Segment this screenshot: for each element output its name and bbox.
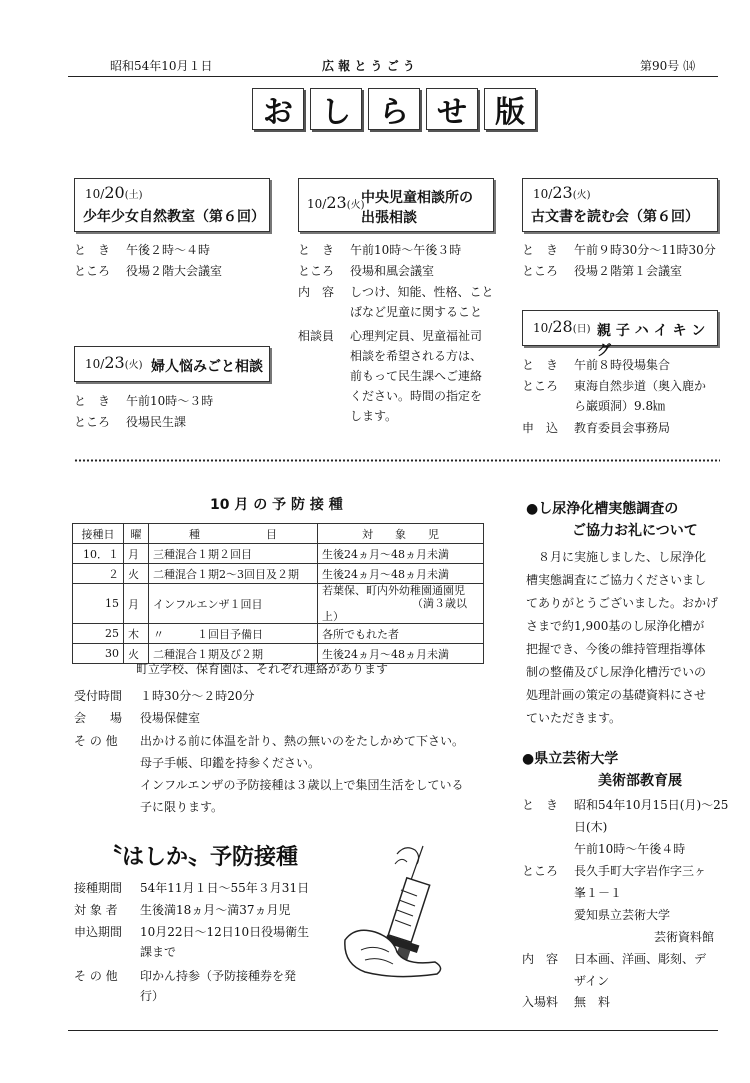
cell: 15 [73,584,124,624]
value: 長久手町大字岩作字三ヶ [574,864,707,878]
text-line: 制の整備及びし尿浄化槽汚でいの [526,665,707,679]
value: します。 [350,409,398,423]
value: ばなど児童に関すること [350,305,483,319]
text-line: てありがとうございました。おかげ [526,596,719,610]
value: 心理判定員、児童福祉司 [350,329,483,343]
cell: 二種混合１期及び２期 [149,644,318,664]
event-date: 10/20(土) [85,183,143,202]
label: と き [74,243,111,257]
art-title: ●県立芸術大学 [522,751,619,767]
value: 相談を希望される方は、 [350,349,483,363]
label: と き [74,394,111,408]
value: 午前10時～午後３時 [350,243,462,257]
value: 芸術資料館 [654,930,715,944]
banner-char: お [252,88,304,130]
label: ところ [522,264,559,278]
label: 会 場 [74,711,123,725]
event-title: 親 子 ハ イ キ ン グ [597,323,706,359]
event-hiking-box [522,310,718,359]
banner-char: 版 [484,88,536,130]
value: １時30分～２時20分 [140,689,255,703]
table-row [73,564,484,584]
banner-char: ら [368,88,420,130]
label: と き [298,243,335,257]
event-title: 婦人悩みごと相談 [151,359,263,375]
value: 日(木) [574,820,608,834]
event-date: 10/23(火) [307,193,365,212]
value: 役場和風会議室 [350,264,435,278]
table-row [73,624,484,644]
text-line: 処理計画の策定の基礎資料にさせ [526,688,707,702]
value: 出かける前に体温を計り、熱の無いのをたしかめて下さい。 [140,734,465,748]
cell: 30 [73,644,124,664]
cell: 25 [73,624,124,644]
label: 申込期間 [74,925,123,939]
event-title: 出張相談 [361,210,417,226]
event-nature-box [74,178,270,232]
value: 役場保健室 [140,711,201,725]
issue-number: 第90号 ⒁ [640,59,696,73]
section-divider [74,459,720,462]
cell: 生後24ヵ月～48ヵ月未満 [318,544,484,564]
label: 対 象 者 [74,903,118,917]
col-header: 接種日 [73,524,124,544]
label: 申 込 [522,421,559,435]
value: 役場２階第１会議室 [574,264,683,278]
cell: 10．１ [73,544,124,564]
value: 午後２時～４時 [126,243,211,257]
label: ところ [298,264,335,278]
label: そ の 他 [74,734,118,748]
cell: 三種混合１期２回目 [149,544,318,564]
value: 役場民生課 [126,415,187,429]
value: 課まで [140,945,177,959]
value: 前もって民生課へご連絡 [350,369,483,383]
cell: 月 [124,584,149,624]
value: 行） [140,989,165,1003]
value: 54年11月１日～55年３月31日 [140,881,310,895]
cell: 若葉保、町内外幼稚園通園児 [322,584,465,597]
value: ください。時間の指定を [350,389,483,403]
vaccine-table [72,523,484,664]
vaccine-note: 町立学校、保育園は、それぞれ連絡があります [136,662,389,676]
text-line: ていただきます。 [526,711,622,725]
cell: 火 [124,644,149,664]
value: しつけ、知能、性格、こと [350,285,494,299]
septic-title: ●し尿浄化槽実態調査の [526,501,679,517]
cell: 二種混合１期2～3回目及２期 [149,564,318,584]
label: そ の 他 [74,969,118,983]
hashika-title: 〝はしか〟予防接種 [100,845,299,870]
value: 午前10時～午後４時 [574,842,686,856]
value: 母子手帳、印鑑を持参ください。 [140,756,321,770]
value: 無 料 [574,995,611,1009]
value: 生後満18ヵ月～満37ヵ月児 [140,903,291,917]
paper-title: 広 報 と う ご う [322,59,415,73]
footer-rule [68,1030,718,1031]
label: 相談員 [298,329,335,343]
label: 入場料 [522,995,559,1009]
label: ところ [74,264,111,278]
event-women-box [74,346,270,382]
label: と き [522,243,559,257]
value: 午前８時役場集合 [574,358,671,372]
text-line: 槽実態調査にご協力くださいまし [526,573,707,587]
label: 接種期間 [74,881,123,895]
text-line: ８月に実施しました、し尿浄化 [526,550,707,564]
value: 昭和54年10月15日(月)～25 [574,798,729,812]
event-date: 10/28(日) [533,317,591,336]
value: 午前９時30分～11時30分 [574,243,716,257]
cell: 生後24ヵ月～48ヵ月未満 [318,564,484,584]
label: 受付時間 [74,689,123,703]
cell: 〃 １回目予備日 [149,624,318,644]
value: ら巌頭洞）9.8㎞ [574,399,666,413]
label: ところ [522,379,559,393]
label: 内 容 [522,952,559,966]
label: ところ [74,415,111,429]
value: 午前10時～３時 [126,394,214,408]
value: インフルエンザの予防接種は３歳以上で集団生活をしている [140,778,464,792]
cell: ２ [73,564,124,584]
event-date: 10/23(火) [85,353,143,372]
table-row [73,584,484,624]
col-header: 対 象 児 [318,524,484,544]
value: 役場２階大会議室 [126,264,223,278]
banner-char: し [310,88,362,130]
event-title: 古文書を読む会（第６回） [531,209,699,225]
header-rule [68,76,718,77]
label: と き [522,798,559,812]
cell: 木 [124,624,149,644]
value: 子に限ります。 [140,800,224,814]
table-row [73,544,484,564]
cell: 火 [124,564,149,584]
value: 10月22日～12日10日役場衛生 [140,925,310,939]
septic-body [526,546,726,730]
value: 東海自然歩道（奥入鹿か [574,379,707,393]
cell: 各所でもれた者 [318,624,484,644]
event-title: 中央児童相談所の [361,190,473,206]
banner-char: せ [426,88,478,130]
col-header: 種 目 [149,524,318,544]
septic-title: ご協力お礼について [572,523,698,539]
art-title: 美術部教育展 [598,773,682,789]
label: と き [522,358,559,372]
value: 愛知県立芸術大学 [574,908,671,922]
text-line: さまで約1,900基のし尿浄化槽が [526,619,705,633]
event-title: 少年少女自然教室（第６回） [83,209,265,225]
col-header: 曜 [124,524,149,544]
cell: （満３歳以上） [322,597,467,623]
issue-date: 昭和54年10月１日 [110,59,213,73]
value: 印かん持参（予防接種券を発 [140,969,297,983]
vaccine-title: 10 月 の 予 防 接 種 [210,497,343,513]
label: ところ [522,864,559,878]
value: 峯１－１ [574,886,623,900]
value: ザイン [574,974,610,988]
label: 内 容 [298,285,335,299]
event-komonjo-box [522,178,718,232]
syringe-illustration [335,840,465,990]
event-child-box [298,178,494,232]
cell: 月 [124,544,149,564]
cell: インフルエンザ１回目 [149,584,318,624]
value: 日本画、洋画、彫刻、デ [574,952,707,966]
cell: 生後24ヵ月～48ヵ月未満 [318,644,484,664]
value: 教育委員会事務局 [574,421,671,435]
event-date: 10/23(火) [533,183,591,202]
text-line: 把握でき、今後の維持管理指導体 [526,642,706,656]
